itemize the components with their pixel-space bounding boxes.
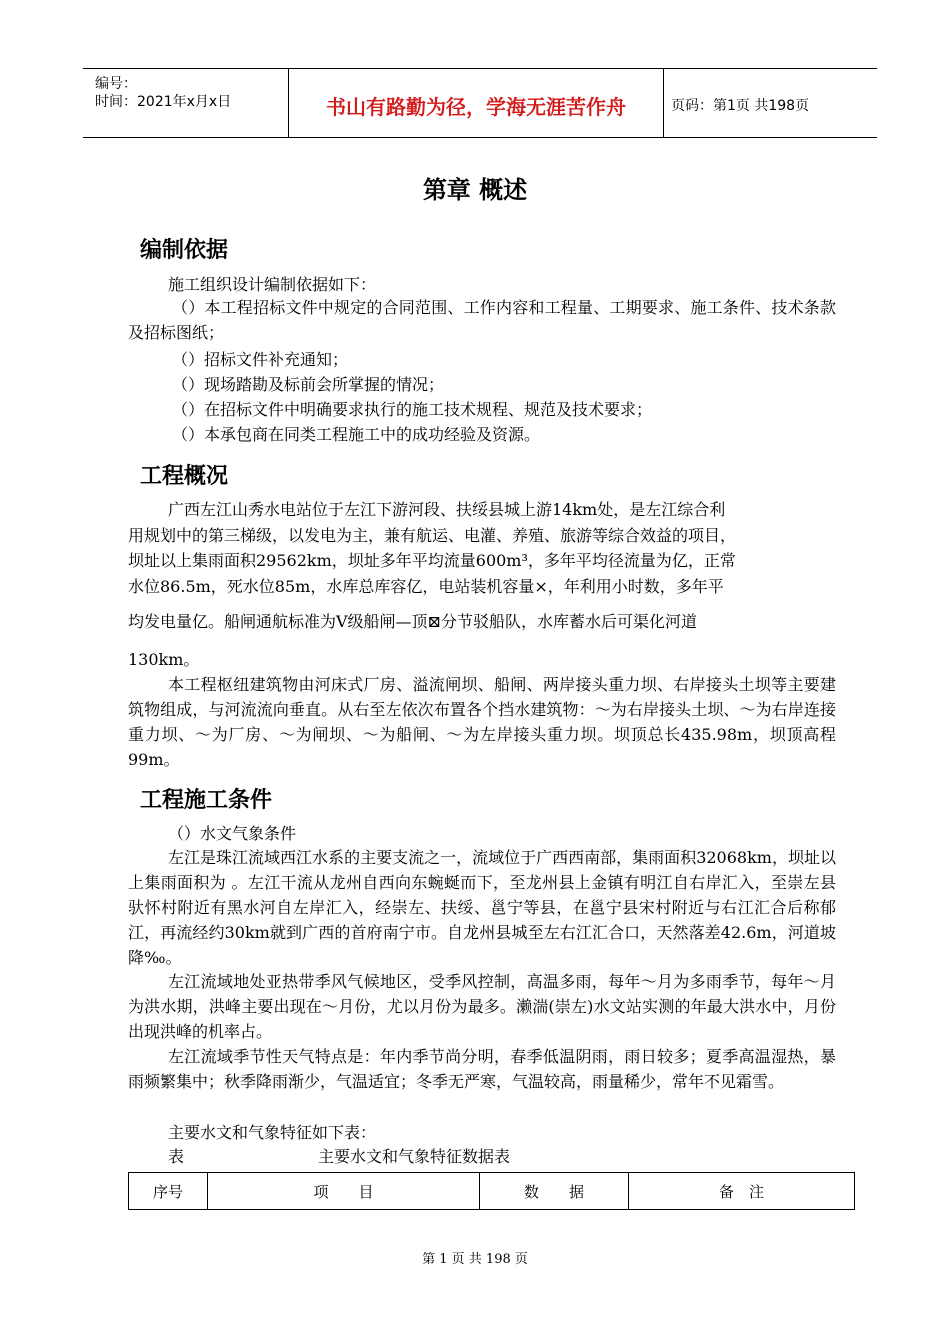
overview-para1-line: 水位86.5m，死水位85m，水库总库容亿，电站装机容量×，年利用小时数，多年平 [128,577,724,596]
basis-item-4: （）在招标文件中明确要求执行的施工技术规程、规范及技术要求； [172,400,653,419]
overview-para1-line: 广西左江山秀水电站位于左江下游河段、扶绥县城上游14km处，是左江综合利 [168,500,726,519]
header-motto: 书山有路勤为径，学海无涯苦作舟 [326,95,626,119]
overview-para1-line: 坝址以上集雨面积29562km，坝址多年平均流量600m³，多年平均径流量为亿，正常 [128,551,736,570]
table-header-index: 序号 [129,1173,208,1210]
table-header-data: 数 据 [480,1173,629,1210]
overview-para2: 本工程枢纽建筑物由河床式厂房、溢流闸坝、船闸、两岸接头重力坝、右岸接头土坝等主要建筑物组成，与河流流向垂直。从右至左依次布置各个挡水建筑物：～为右岸接头土坝、～为右岸连接重力坝、～为厂房、～为闸坝、～为船闸、～为左岸接头重力坝。坝顶总长435.98m，坝顶高程99m。 [128,675,836,769]
header-page-label: 页码：第1页 共198页 [671,98,810,114]
table-header-row [129,1173,855,1210]
table-caption-prefix: 表 [168,1147,185,1166]
document-number-label: 编号： [95,76,137,92]
basis-intro: 施工组织设计编制依据如下： [168,275,377,294]
header-info-cell [83,69,288,137]
conditions-subheading-hydrology: （）水文气象条件 [168,824,297,843]
section-heading-basis: 编制依据 [140,238,229,263]
page-footer: 第 1 页 共 198 页 [422,1252,528,1267]
page-header [83,68,877,138]
overview-para1-line: 用规划中的第三梯级，以发电为主，兼有航运、电灌、养殖、旅游等综合效益的项目， [128,526,737,545]
table-header-item: 项 目 [208,1173,480,1210]
conditions-para3: 左江流域季节性天气特点是：年内季节尚分明，春季低温阴雨，雨日较多；夏季高温湿热，暴雨频繁集中；秋季降雨渐少，气温适宜；冬季无严寒，气温较高，雨量稀少，常年不见霜雪。 [128,1047,836,1091]
basis-item-2: （）招标文件补充通知； [172,350,349,369]
basis-item-3: （）现场踏勘及标前会所掌握的情况； [172,375,445,394]
conditions-para1: 左江是珠江流域西江水系的主要支流之一，流域位于广西西南部，集雨面积32068km，坝址以上集雨面积为 。左江干流从龙州自西向东蜿蜒而下，至龙州县上金镇有明江自右岸汇入，至崇左县驮怀村附近有黑水河自左岸汇入，经崇左、扶绥、邕宁等县，在邕宁县宋村附近与右江汇合后称郁江，再流经约30km就到广西的首府南宁市。自龙州县城至左右江汇合口，天然落差42.6m，河道坡降‰。 [128,848,836,967]
document-time-label: 时间：2021年x月x日 [95,94,232,110]
header-page-cell [663,69,877,137]
section-heading-overview: 工程概况 [140,464,229,489]
overview-para1-line: 均发电量亿。船闸通航标准为Ⅴ级船闸—顶⊠分节驳船队，水库蓄水后可渠化河道 [128,612,697,631]
chapter-title: 第章 概述 [422,176,528,204]
table-caption-title: 主要水文和气象特征数据表 [318,1147,511,1166]
table-intro: 主要水文和气象特征如下表： [168,1123,377,1142]
overview-para1-line: 130km。 [128,650,200,669]
basis-item-1: （）本工程招标文件中规定的合同范围、工作内容和工程量、工期要求、施工条件、技术条款及招标图纸； [128,298,836,342]
table-header-remark: 备 注 [629,1173,855,1210]
header-motto-cell [288,69,664,137]
conditions-para2: 左江流域地处亚热带季风气候地区，受季风控制，高温多雨，每年～月为多雨季节，每年～月为洪水期，洪峰主要出现在～月份，尤以月份为最多。濑湍(崇左)水文站实测的年最大洪水中，月份出现洪峰的机率占。 [128,972,836,1041]
hydrology-table [128,1172,855,1210]
section-heading-conditions: 工程施工条件 [140,788,273,813]
basis-item-5: （）本承包商在同类工程施工中的成功经验及资源。 [172,425,541,444]
